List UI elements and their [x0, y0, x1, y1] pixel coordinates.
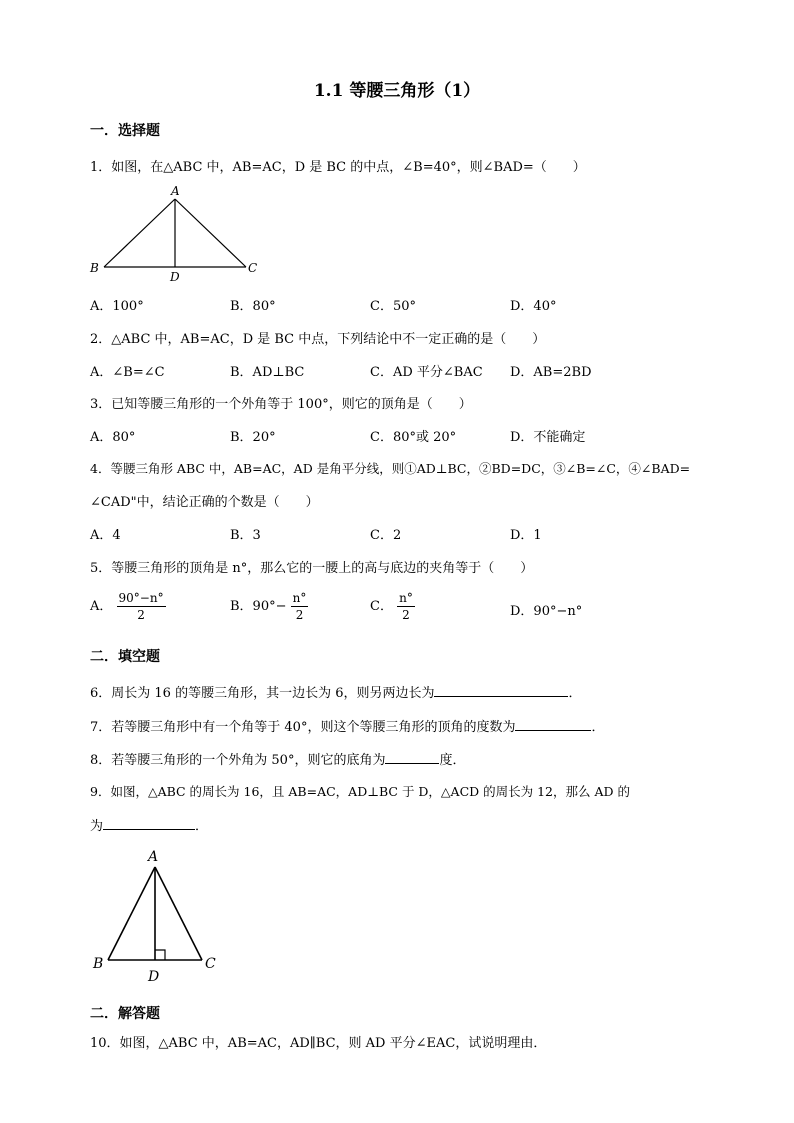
- q3-option-c: C．80°或 20°: [370, 430, 457, 445]
- q1-option-d: D．40°: [510, 299, 557, 314]
- q1-option-a: A．100°: [90, 299, 144, 314]
- question-9-line2: [90, 815, 208, 834]
- fig9-side-ac: [155, 867, 202, 960]
- q5-option-c-denominator: 2: [402, 608, 410, 622]
- q2-option-a: A．∠B=∠C: [90, 365, 165, 380]
- q5-option-a-fraction: [117, 590, 166, 623]
- fig9-label-d: D: [148, 969, 160, 985]
- section-choice-heading: 一．选择题: [90, 123, 160, 139]
- q5-option-c-numerator: n°: [399, 591, 413, 605]
- q5-option-a-denominator: 2: [137, 608, 145, 622]
- q7-answer-blank[interactable]: [515, 718, 591, 731]
- question-7-stem: 7．若等腰三角形中有一个角等于 40°，则这个等腰三角形的顶角的度数为: [90, 720, 516, 735]
- fig9-side-ab: [108, 867, 155, 960]
- question-9-end: ．: [195, 819, 209, 834]
- question-2-stem: 2．△ABC 中，AB=AC，D 是 BC 中点，下列结论中不一定正确的是（ ）: [90, 332, 546, 347]
- section-answer-heading: 二．解答题: [90, 1006, 160, 1022]
- question-9-stem-line2: 为: [90, 819, 104, 834]
- question-8: [90, 749, 465, 768]
- question-9-stem-line1: 9．如图，△ABC 的周长为 16，且 AB=AC，AD⊥BC 于 D，△ACD 的周长为 12，那么 AD 的: [90, 784, 631, 799]
- section-fill-heading: 二．填空题: [90, 649, 160, 665]
- q5-option-a: [90, 590, 166, 623]
- q5-option-d: D．90°−n°: [510, 604, 583, 619]
- q4-option-a: A．4: [90, 528, 121, 543]
- q4-option-c: C．2: [370, 528, 402, 543]
- q3-option-b: B．20°: [230, 430, 276, 445]
- q5-option-c-prefix: C．: [370, 599, 393, 614]
- fig9-label-b: B: [93, 956, 104, 972]
- question-4-stem-line2: ∠CAD"中，结论正确的个数是（ ）: [90, 495, 319, 510]
- q1-option-c: C．50°: [370, 299, 416, 314]
- fig9-label-a: A: [148, 849, 159, 865]
- q3-option-a: A．80°: [90, 430, 136, 445]
- question-6-stem: 6．周长为 16 的等腰三角形，其一边长为 6，则另两边长为: [90, 686, 435, 701]
- question-7: [90, 716, 604, 735]
- question-4-stem-line1: 4．等腰三角形 ABC 中，AB=AC，AD 是角平分线，则①AD⊥BC，②BD=DC，③∠B=∠C，④∠BAD=: [90, 461, 691, 476]
- q5-option-b-denominator: 2: [295, 608, 304, 622]
- fig9-label-c: C: [205, 956, 216, 972]
- question-10-stem: 10．如图，△ABC 中，AB=AC，AD∥BC，则 AD 平分∠EAC，试说明理由．: [90, 1036, 547, 1051]
- q3-option-d: D．不能确定: [510, 430, 586, 445]
- q2-option-b: B．AD⊥BC: [230, 365, 305, 380]
- q8-answer-blank[interactable]: [385, 751, 439, 764]
- question-1-figure: [86, 182, 266, 287]
- question-3-stem: 3．已知等腰三角形的一个外角等于 100°，则它的顶角是（ ）: [90, 397, 472, 412]
- q5-option-c-fraction: [397, 590, 415, 623]
- fig1-side-ab: [104, 199, 175, 267]
- fig1-label-d: D: [170, 270, 180, 284]
- question-6: [90, 682, 582, 701]
- q5-option-b-numerator: n°: [292, 591, 307, 605]
- fig1-label-c: C: [248, 261, 258, 275]
- fig1-label-b: B: [90, 261, 99, 275]
- q5-option-b-fraction: [291, 590, 309, 623]
- q4-option-d: D．1: [510, 528, 542, 543]
- q6-answer-blank[interactable]: [434, 684, 568, 697]
- question-5-stem: 5．等腰三角形的顶角是 n°，那么它的一腰上的高与底边的夹角等于（ ）: [90, 561, 534, 576]
- q5-option-a-numerator: 90°−n°: [118, 591, 164, 605]
- q5-option-b: [230, 590, 308, 623]
- question-6-end: ．: [568, 686, 582, 701]
- question-9-figure: [88, 842, 228, 987]
- q2-option-c: C．AD 平分∠BAC: [370, 365, 483, 380]
- question-8-stem: 8．若等腰三角形的一个外角为 50°，则它的底角为: [90, 753, 386, 768]
- q4-option-b: B．3: [230, 528, 261, 543]
- fig9-right-angle-mark: [155, 950, 165, 960]
- question-7-end: ．: [591, 720, 605, 735]
- page-title: 1.1 等腰三角形（1）: [313, 81, 481, 101]
- question-1-stem: 1．如图，在△ABC 中，AB=AC，D 是 BC 的中点，∠B=40°，则∠BAD=（ ）: [90, 160, 586, 175]
- fig1-label-a: A: [171, 184, 180, 198]
- q2-option-d: D．AB=2BD: [510, 365, 592, 380]
- fig1-side-ac: [175, 199, 246, 267]
- q5-option-b-prefix: B．90°−: [230, 599, 287, 614]
- q5-option-c: [370, 590, 415, 623]
- q1-option-b: B．80°: [230, 299, 276, 314]
- q9-answer-blank[interactable]: [103, 817, 195, 830]
- q5-option-a-prefix: A．: [90, 599, 113, 614]
- question-8-end: 度．: [439, 753, 466, 768]
